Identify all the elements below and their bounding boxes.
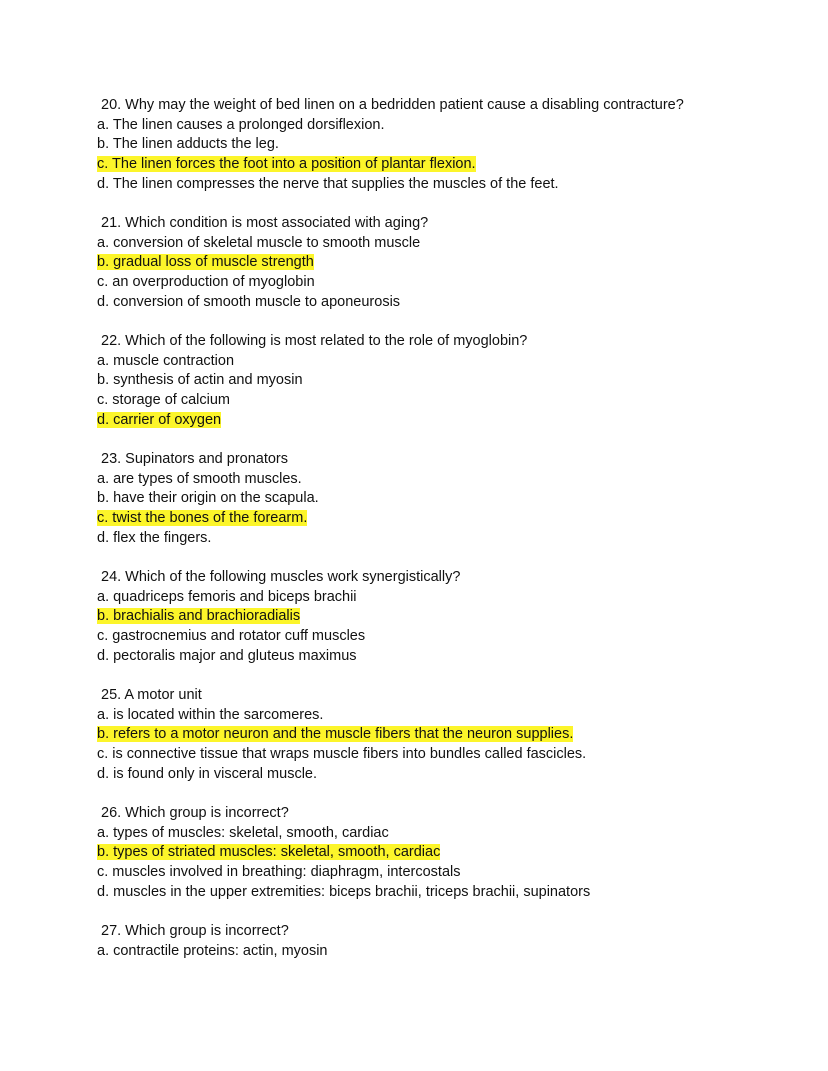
answer-option xyxy=(97,391,797,411)
answer-option xyxy=(97,627,797,647)
option-text: a. types of muscles: skeletal, smooth, cardiac xyxy=(97,824,389,841)
option-text: b. have their origin on the scapula. xyxy=(97,490,319,507)
answer-option xyxy=(97,529,797,549)
option-text: a. conversion of skeletal muscle to smooth muscle xyxy=(97,234,421,251)
option-text: d. muscles in the upper extremities: biceps brachii, triceps brachii, supinators xyxy=(97,883,591,900)
question-block xyxy=(97,922,797,961)
answer-option xyxy=(97,706,797,726)
question-block xyxy=(97,96,797,194)
question-text: 23. Supinators and pronators xyxy=(101,451,289,468)
question-text: 21. Which condition is most associated with aging? xyxy=(101,215,429,232)
answer-option xyxy=(97,863,797,883)
option-text: a. muscle contraction xyxy=(97,352,235,369)
answer-option xyxy=(97,116,797,136)
option-text: a. is located within the sarcomeres. xyxy=(97,706,324,723)
question-block xyxy=(97,332,797,430)
question-text: 20. Why may the weight of bed linen on a bedridden patient cause a disabling contracture? xyxy=(101,97,684,113)
answer-option xyxy=(97,647,797,667)
question-block xyxy=(97,804,797,902)
answer-option xyxy=(97,745,797,765)
option-text: d. conversion of smooth muscle to aponeurosis xyxy=(97,293,401,310)
option-text: b. brachialis and brachioradialis xyxy=(97,608,301,625)
option-text: d. carrier of oxygen xyxy=(97,411,222,428)
question-block xyxy=(97,214,797,312)
answer-option xyxy=(97,588,797,608)
correct-answer-option xyxy=(97,411,797,431)
option-text: d. pectoralis major and gluteus maximus xyxy=(97,647,357,664)
answer-option xyxy=(97,135,797,155)
option-text: c. storage of calcium xyxy=(97,392,230,409)
correct-answer-option xyxy=(97,725,797,745)
option-text: c. muscles involved in breathing: diaphragm, intercostals xyxy=(97,864,461,881)
answer-option xyxy=(97,273,797,293)
question-block xyxy=(97,568,797,666)
answer-option xyxy=(97,352,797,372)
question-text: 26. Which group is incorrect? xyxy=(101,805,289,822)
option-text: b. types of striated muscles: skeletal, smooth, cardiac xyxy=(97,844,441,861)
option-text: a. contractile proteins: actin, myosin xyxy=(97,942,328,959)
answer-option xyxy=(97,234,797,254)
option-text: c. twist the bones of the forearm. xyxy=(97,510,308,527)
option-text: c. is connective tissue that wraps muscle fibers into bundles called fascicles. xyxy=(97,746,587,763)
correct-answer-option xyxy=(97,155,797,175)
option-text: c. The linen forces the foot into a position of plantar flexion. xyxy=(97,156,476,173)
correct-answer-option xyxy=(97,253,797,273)
option-text: b. synthesis of actin and myosin xyxy=(97,372,303,389)
option-text: a. The linen causes a prolonged dorsiflexion. xyxy=(97,116,385,133)
question-block xyxy=(97,686,797,784)
answer-option xyxy=(97,293,797,313)
answer-option xyxy=(97,765,797,785)
option-text: b. The linen adducts the leg. xyxy=(97,136,279,153)
quiz-document xyxy=(97,96,797,981)
answer-option xyxy=(97,470,797,490)
option-text: b. gradual loss of muscle strength xyxy=(97,254,314,271)
option-text: d. is found only in visceral muscle. xyxy=(97,765,318,782)
correct-answer-option xyxy=(97,607,797,627)
option-text: c. gastrocnemius and rotator cuff muscles xyxy=(97,628,366,645)
correct-answer-option xyxy=(97,509,797,529)
option-text: d. flex the fingers. xyxy=(97,529,212,546)
question-text: 24. Which of the following muscles work synergistically? xyxy=(101,569,461,586)
option-text: a. quadriceps femoris and biceps brachii xyxy=(97,588,357,605)
option-text: a. are types of smooth muscles. xyxy=(97,470,302,487)
answer-option xyxy=(97,883,797,903)
option-text: b. refers to a motor neuron and the muscle fibers that the neuron supplies. xyxy=(97,726,574,743)
answer-option xyxy=(97,942,797,962)
answer-option xyxy=(97,489,797,509)
answer-option xyxy=(97,824,797,844)
correct-answer-option xyxy=(97,843,797,863)
answer-option xyxy=(97,175,797,195)
question-text: 22. Which of the following is most related to the role of myoglobin? xyxy=(101,333,528,350)
answer-option xyxy=(97,371,797,391)
question-block xyxy=(97,450,797,548)
question-text: 25. A motor unit xyxy=(101,687,202,704)
option-text: d. The linen compresses the nerve that supplies the muscles of the feet. xyxy=(97,175,559,192)
question-text: 27. Which group is incorrect? xyxy=(101,923,289,940)
option-text: c. an overproduction of myoglobin xyxy=(97,274,315,291)
